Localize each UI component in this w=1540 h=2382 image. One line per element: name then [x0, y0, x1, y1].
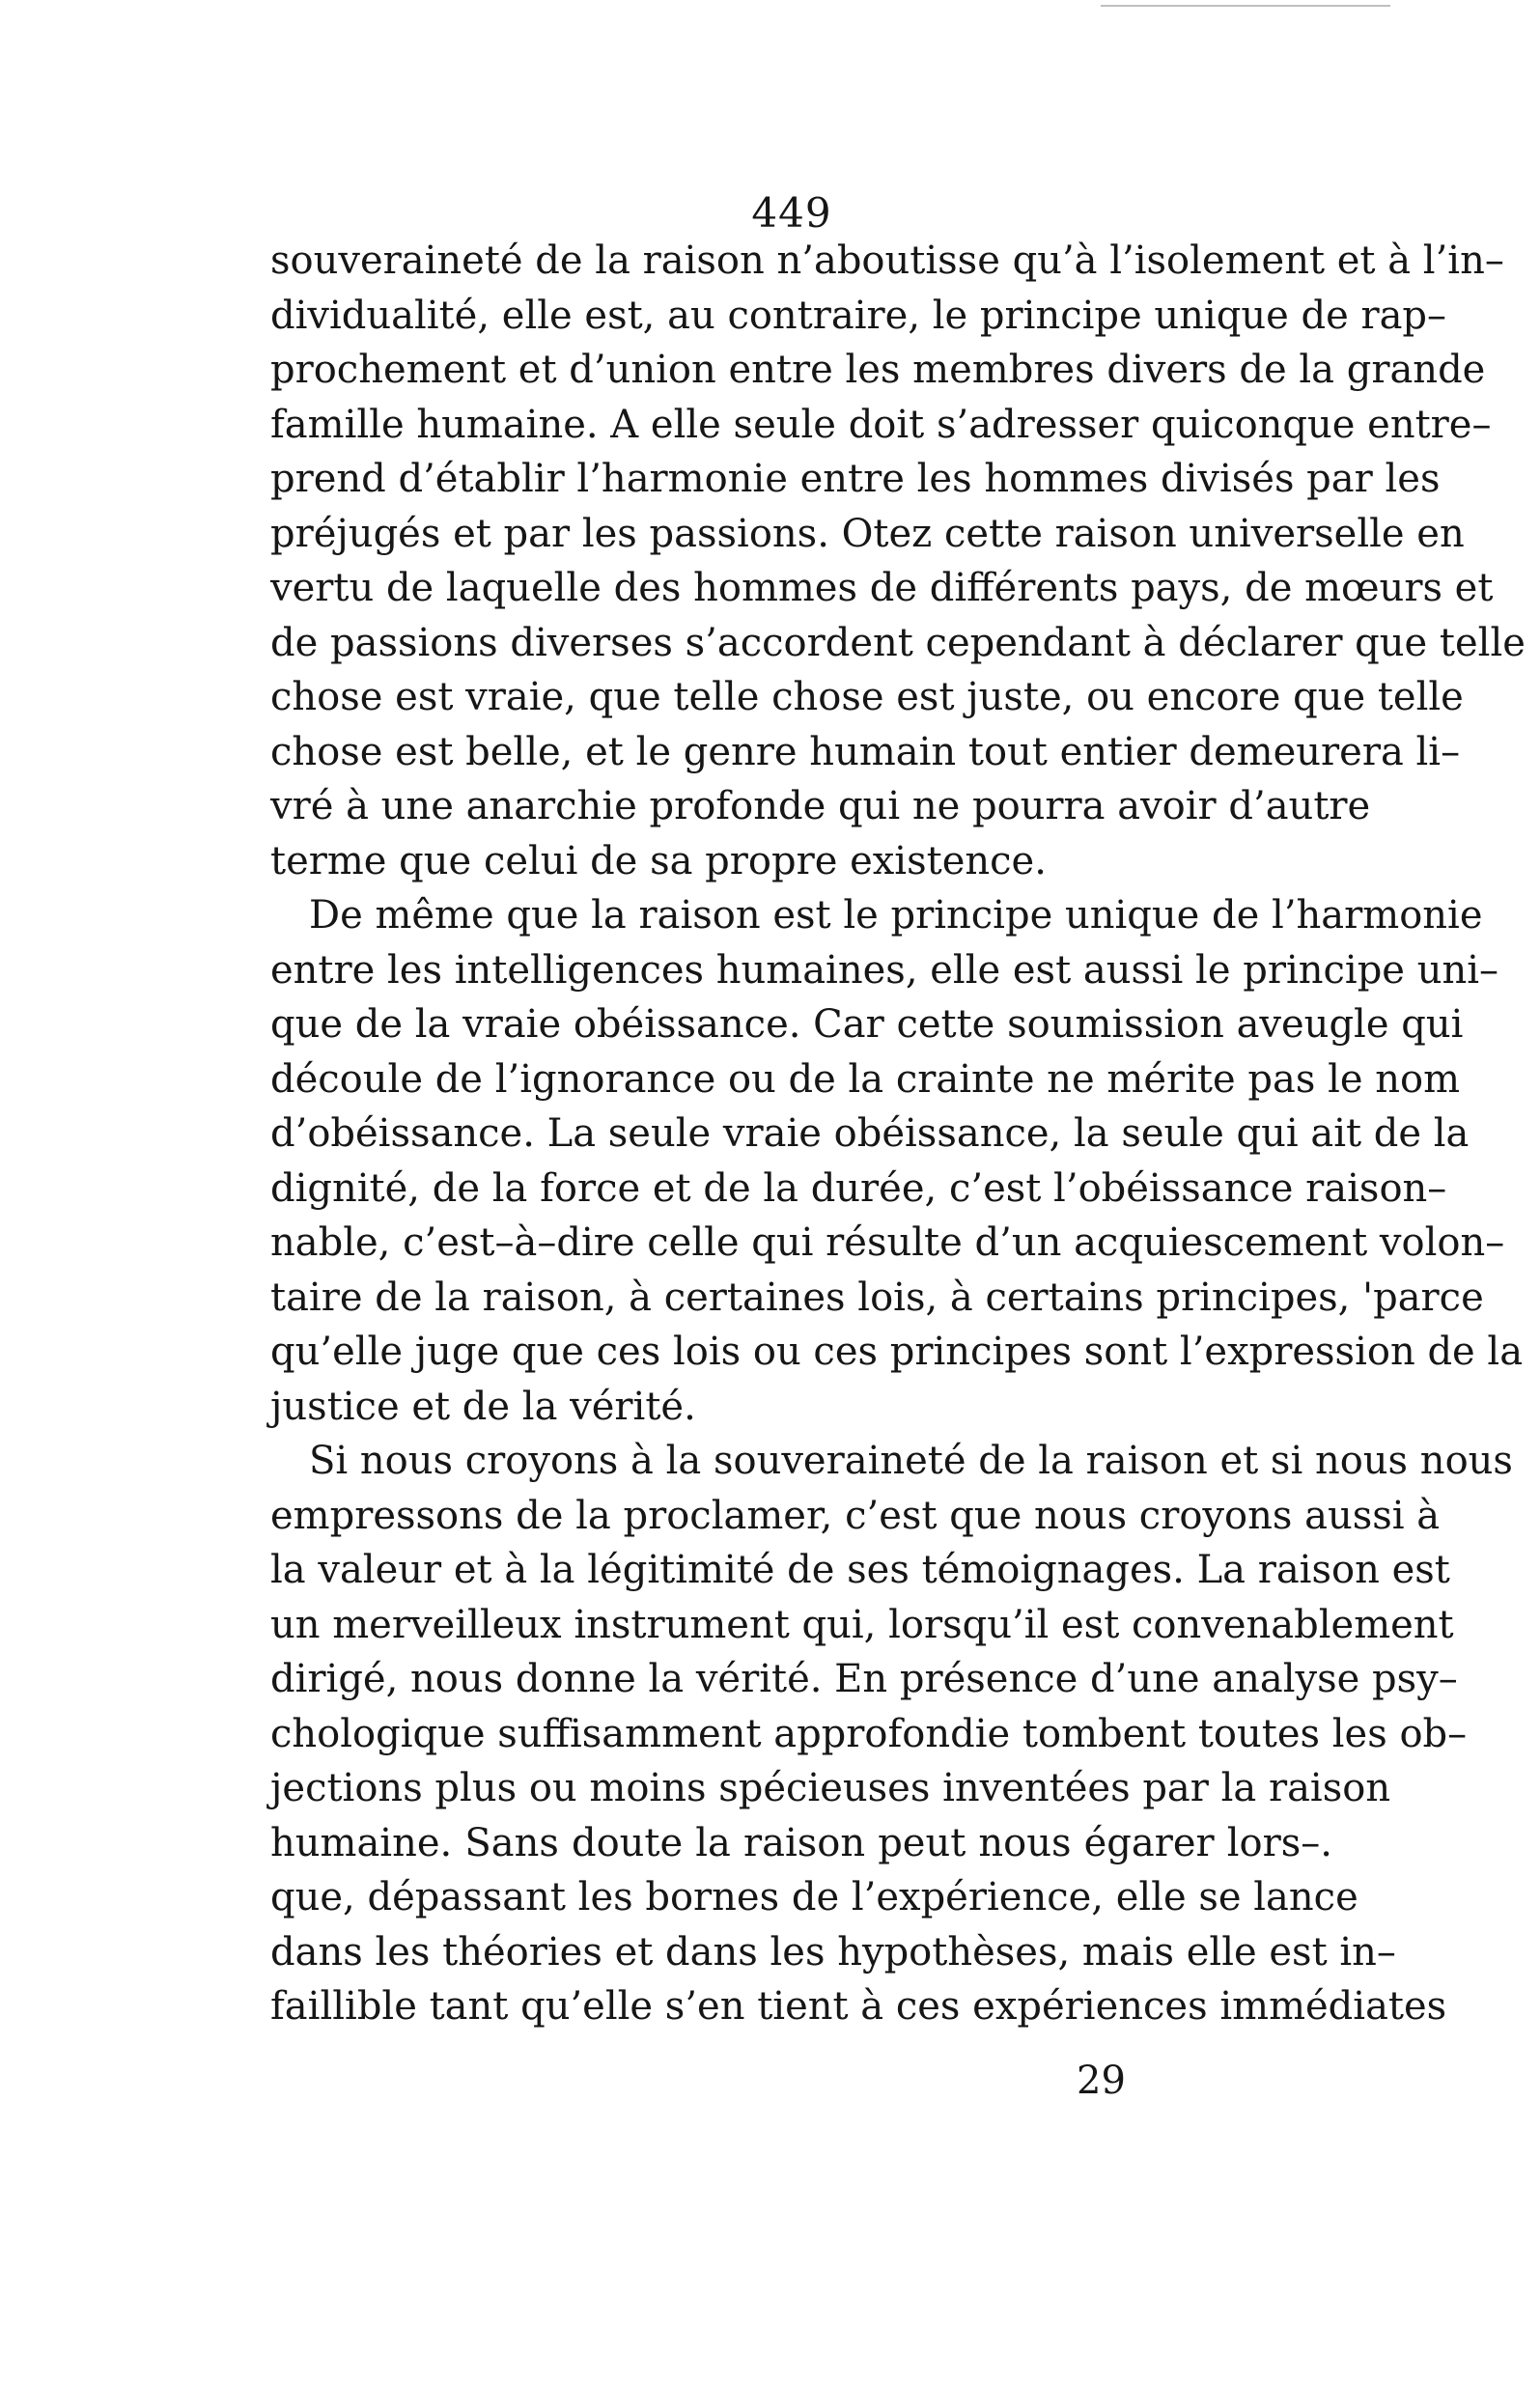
text-line: découle de l’ignorance ou de la crainte ne mérite pas le nom — [270, 1056, 1461, 1102]
text-line: souveraineté de la raison n’aboutisse qu’à l’isolement et à l’in– — [270, 238, 1504, 283]
text-line: qu’elle juge que ces lois ou ces principes sont l’expression de la — [270, 1330, 1524, 1374]
scan-edge-mark — [1101, 5, 1390, 7]
text-line: terme que celui de sa propre existence. — [270, 838, 1047, 883]
paragraph-start-line: De même que la raison est le principe unique de l’harmonie — [309, 893, 1483, 938]
text-line: prend d’établir l’harmonie entre les hommes divisés par les — [270, 457, 1441, 501]
text-line: préjugés et par les passions. Otez cette raison universelle en — [270, 511, 1465, 556]
text-line: dans les théories et dans les hypothèses, mais elle est in– — [270, 1929, 1396, 1975]
text-line: taire de la raison, à certaines lois, à certains principes, 'parce — [270, 1275, 1484, 1320]
text-line: prochement et d’union entre les membres divers de la grande — [270, 348, 1486, 392]
text-line: dividualité, elle est, au contraire, le principe unique de rap– — [270, 293, 1447, 338]
signature-mark: 29 — [1077, 2059, 1126, 2103]
text-line: la valeur et à la légitimité de ses témoignages. La raison est — [270, 1548, 1450, 1592]
text-line: d’obéissance. La seule vraie obéissance, la seule qui ait de la — [270, 1111, 1470, 1156]
text-line: justice et de la vérité. — [270, 1384, 696, 1429]
text-line: que de la vraie obéissance. Car cette soumission aveugle qui — [270, 1002, 1464, 1047]
text-line: nable, c’est–à–dire celle qui résulte d’un acquiescement volon– — [270, 1220, 1505, 1265]
text-line: faillible tant qu’elle s’en tient à ces expériences immédiates — [270, 1984, 1447, 2029]
text-line: que, dépassant les bornes de l’expérience, elle se lance — [270, 1875, 1358, 1920]
paragraph-start-line: Si nous croyons à la souveraineté de la raison et si nous nous — [309, 1439, 1513, 1483]
text-line: empressons de la proclamer, c’est que nous croyons aussi à — [270, 1493, 1441, 1538]
text-line: de passions diverses s’accordent cependant à déclarer que telle — [270, 620, 1526, 665]
text-line: vertu de laquelle des hommes de différents pays, de mœurs et — [270, 566, 1494, 610]
text-line: famille humaine. A elle seule doit s’adresser quiconque entre– — [270, 402, 1492, 447]
text-line: chose est belle, et le genre humain tout entier demeurera li– — [270, 729, 1461, 774]
text-line: un merveilleux instrument qui, lorsqu’il est convenablement — [270, 1602, 1454, 1647]
text-line: jections plus ou moins spécieuses inventées par la raison — [270, 1766, 1391, 1810]
body-text — [270, 234, 1526, 2034]
page-number: 449 — [751, 189, 832, 237]
text-line: vré à une anarchie profonde qui ne pourra avoir d’autre — [270, 784, 1371, 828]
text-line: entre les intelligences humaines, elle est aussi le principe uni– — [270, 947, 1499, 993]
text-line: dirigé, nous donne la vérité. En présence d’une analyse psy– — [270, 1657, 1458, 1701]
text-line: chologique suffisamment approfondie tombent toutes les ob– — [270, 1711, 1468, 1756]
text-line: dignité, de la force et de la durée, c’est l’obéissance raison– — [270, 1165, 1447, 1211]
text-line: chose est vraie, que telle chose est juste, ou encore que telle — [270, 675, 1464, 719]
text-line: humaine. Sans doute la raison peut nous égarer lors–. — [270, 1820, 1332, 1865]
